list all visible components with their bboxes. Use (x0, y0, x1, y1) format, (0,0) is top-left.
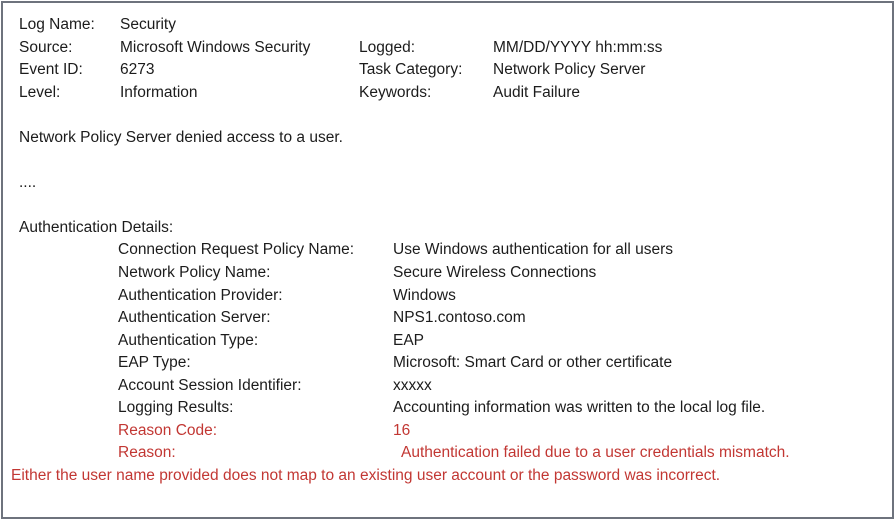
reason-code-label: Reason Code: (118, 422, 218, 439)
reason-code-value: 16 (393, 422, 411, 439)
error-note-row (3, 467, 892, 489)
auth-server-label: Authentication Server: (118, 309, 271, 326)
auth-details-heading: Authentication Details: (19, 219, 174, 236)
account-session-id-value: xxxxx (393, 377, 432, 394)
event-id-label: Event ID: (19, 61, 83, 78)
eap-type-label: EAP Type: (118, 354, 191, 371)
network-policy-label: Network Policy Name: (118, 264, 271, 281)
detail-row-logging-results (3, 399, 892, 421)
detail-row-auth-provider (3, 287, 892, 309)
logging-results-label: Logging Results: (118, 399, 234, 416)
reason-label: Reason: (118, 444, 176, 461)
keywords-label: Keywords: (359, 84, 432, 101)
header-row-event-id (3, 61, 892, 83)
level-label: Level: (19, 84, 61, 101)
auth-details-heading-row (3, 219, 892, 241)
auth-provider-value: Windows (393, 287, 456, 304)
omitted-content: .... (19, 174, 37, 191)
detail-row-eap-type (3, 354, 892, 376)
detail-row-reason-code (3, 422, 892, 444)
source-value: Microsoft Windows Security (120, 39, 311, 56)
auth-type-label: Authentication Type: (118, 332, 259, 349)
auth-type-value: EAP (393, 332, 425, 349)
detail-row-connection-request-policy (3, 241, 892, 263)
detail-row-auth-type (3, 332, 892, 354)
event-id-value: 6273 (120, 61, 155, 78)
logging-results-value: Accounting information was written to the local log file. (393, 399, 766, 416)
detail-row-network-policy (3, 264, 892, 286)
detail-row-reason (3, 444, 892, 466)
auth-server-value: NPS1.contoso.com (393, 309, 526, 326)
log-name-label: Log Name: (19, 16, 95, 33)
network-policy-value: Secure Wireless Connections (393, 264, 597, 281)
level-value: Information (120, 84, 198, 101)
event-description-row (3, 129, 892, 151)
connection-request-policy-value: Use Windows authentication for all users (393, 241, 673, 258)
connection-request-policy-label: Connection Request Policy Name: (118, 241, 355, 258)
keywords-value: Audit Failure (493, 84, 581, 101)
detail-row-account-session-id (3, 377, 892, 399)
source-label: Source: (19, 39, 73, 56)
header-row-log-name (3, 16, 892, 38)
event-log-panel (1, 1, 894, 519)
task-category-label: Task Category: (359, 61, 463, 78)
logged-label: Logged: (359, 39, 416, 56)
detail-row-auth-server (3, 309, 892, 331)
error-note: Either the user name provided does not map to an existing user account or the password was incorrect. (11, 467, 721, 484)
account-session-id-label: Account Session Identifier: (118, 377, 302, 394)
event-description: Network Policy Server denied access to a user. (19, 129, 343, 146)
omitted-content-row (3, 174, 892, 196)
eap-type-value: Microsoft: Smart Card or other certificate (393, 354, 673, 371)
header-row-source (3, 39, 892, 61)
reason-value: Authentication failed due to a user credentials mismatch. (401, 444, 790, 461)
logged-value: MM/DD/YYYY hh:mm:ss (493, 39, 663, 56)
log-name-value: Security (120, 16, 176, 33)
task-category-value: Network Policy Server (493, 61, 646, 78)
header-row-level (3, 84, 892, 106)
auth-provider-label: Authentication Provider: (118, 287, 283, 304)
